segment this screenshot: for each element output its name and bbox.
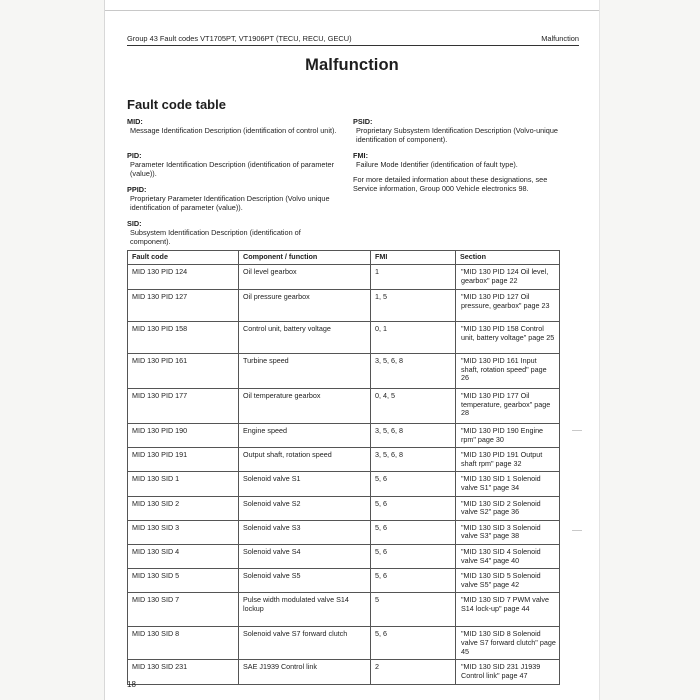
fmi-cell: 1	[371, 265, 456, 290]
table-row	[128, 322, 560, 354]
fault-code-cell: MID 130 PID 158	[128, 322, 239, 354]
definition-term: PSID:	[353, 117, 373, 126]
definition-mid	[127, 117, 337, 135]
page-top-rule	[105, 10, 599, 11]
fault-code-cell: MID 130 PID 161	[128, 354, 239, 389]
manual-page	[104, 0, 600, 700]
fmi-cell: 5, 6	[371, 496, 456, 520]
fault-code-cell: MID 130 SID 231	[128, 660, 239, 684]
section-cell: "MID 130 PID 190 Engine rpm" page 30	[456, 424, 560, 448]
section-cell: "MID 130 SID 8 Solenoid valve S7 forward clutch" page 45	[456, 627, 560, 660]
more-info-note: For more detailed information about these designations, see Service information, Group 000 Vehicle electronics 98.	[353, 175, 548, 194]
table-row	[128, 389, 560, 424]
component-cell: SAE J1939 Control link	[239, 660, 371, 684]
table-row	[128, 265, 560, 290]
running-header-right: Malfunction	[541, 34, 579, 43]
table-row	[128, 569, 560, 593]
section-cell: "MID 130 SID 2 Solenoid valve S2" page 36	[456, 496, 560, 520]
section-title: Malfunction	[305, 56, 399, 74]
fault-code-cell: MID 130 SID 8	[128, 627, 239, 660]
fault-code-cell: MID 130 SID 7	[128, 593, 239, 627]
component-cell: Turbine speed	[239, 354, 371, 389]
component-cell: Solenoid valve S3	[239, 520, 371, 544]
component-cell: Solenoid valve S1	[239, 472, 371, 496]
table-header-row	[128, 251, 560, 265]
component-cell: Engine speed	[239, 424, 371, 448]
component-cell: Solenoid valve S4	[239, 544, 371, 568]
definition-term: FMI:	[353, 151, 368, 160]
section-cell: "MID 130 SID 7 PWM valve S14 lock-up" page 44	[456, 593, 560, 627]
definition-desc: Subsystem Identification Description (identification of component).	[130, 228, 301, 247]
definition-desc: Proprietary Parameter Identification Description (Volvo unique identification of parameter (value)).	[130, 194, 330, 213]
section-cell: "MID 130 SID 231 J1939 Control link" page 47	[456, 660, 560, 684]
fault-code-cell: MID 130 PID 124	[128, 265, 239, 290]
fault-code-cell: MID 130 SID 3	[128, 520, 239, 544]
fault-code-rows	[128, 265, 560, 685]
fmi-cell: 3, 5, 6, 8	[371, 354, 456, 389]
fmi-cell: 5, 6	[371, 544, 456, 568]
scan-mark	[572, 530, 582, 531]
fault-code-cell: MID 130 PID 190	[128, 424, 239, 448]
table-title: Fault code table	[127, 97, 226, 112]
component-cell: Oil temperature gearbox	[239, 389, 371, 424]
fmi-cell: 0, 1	[371, 322, 456, 354]
definition-term: SID:	[127, 219, 142, 228]
section-cell: "MID 130 PID 158 Control unit, battery voltage" page 25	[456, 322, 560, 354]
fmi-cell: 0, 4, 5	[371, 389, 456, 424]
section-cell: "MID 130 SID 5 Solenoid valve S5" page 42	[456, 569, 560, 593]
table-row	[128, 424, 560, 448]
fault-code-cell: MID 130 SID 2	[128, 496, 239, 520]
component-cell: Output shaft, rotation speed	[239, 448, 371, 472]
fault-code-cell: MID 130 SID 1	[128, 472, 239, 496]
fmi-cell: 5, 6	[371, 520, 456, 544]
section-cell: "MID 130 PID 127 Oil pressure, gearbox" page 23	[456, 290, 560, 322]
scan-mark	[572, 430, 582, 431]
component-cell: Solenoid valve S2	[239, 496, 371, 520]
definition-pid	[127, 151, 337, 179]
component-cell: Control unit, battery voltage	[239, 322, 371, 354]
section-cell: "MID 130 PID 177 Oil temperature, gearbox" page 28	[456, 389, 560, 424]
table-row	[128, 544, 560, 568]
table-row	[128, 290, 560, 322]
fault-code-cell: MID 130 SID 4	[128, 544, 239, 568]
table-row	[128, 448, 560, 472]
component-cell: Solenoid valve S5	[239, 569, 371, 593]
section-cell: "MID 130 SID 3 Solenoid valve S3" page 38	[456, 520, 560, 544]
fault-code-cell: MID 130 PID 127	[128, 290, 239, 322]
table-row	[128, 496, 560, 520]
definition-term: MID:	[127, 117, 143, 126]
section-cell: "MID 130 PID 161 Input shaft, rotation speed" page 26	[456, 354, 560, 389]
table-row	[128, 660, 560, 684]
table-row	[128, 354, 560, 389]
column-header-fault-code: Fault code	[128, 251, 239, 265]
fmi-cell: 5, 6	[371, 472, 456, 496]
fault-code-table	[127, 250, 560, 685]
section-cell: "MID 130 PID 124 Oil level, gearbox" page 22	[456, 265, 560, 290]
table-row	[128, 627, 560, 660]
column-header-fmi: FMI	[371, 251, 456, 265]
fmi-cell: 1, 5	[371, 290, 456, 322]
definition-psid	[353, 117, 568, 145]
fault-code-cell: MID 130 PID 177	[128, 389, 239, 424]
definition-desc: Message Identification Description (identification of control unit).	[130, 126, 337, 136]
definition-desc: Failure Mode Identifier (identification of fault type).	[356, 160, 518, 170]
fmi-cell: 5, 6	[371, 569, 456, 593]
definition-desc: Parameter Identification Description (identification of parameter (value)).	[130, 160, 335, 179]
component-cell: Oil pressure gearbox	[239, 290, 371, 322]
component-cell: Oil level gearbox	[239, 265, 371, 290]
definition-desc: Proprietary Subsystem Identification Description (Volvo-unique identification of component).	[356, 126, 558, 145]
definition-sid	[127, 219, 337, 247]
fmi-cell: 2	[371, 660, 456, 684]
fmi-cell: 5	[371, 593, 456, 627]
fmi-cell: 5, 6	[371, 627, 456, 660]
definition-term: PPID:	[127, 185, 147, 194]
page-number: 18	[127, 680, 136, 689]
definition-fmi	[353, 151, 568, 169]
column-header-section: Section	[456, 251, 560, 265]
fmi-cell: 3, 5, 6, 8	[371, 424, 456, 448]
table-row	[128, 520, 560, 544]
section-cell: "MID 130 SID 1 Solenoid valve S1" page 34	[456, 472, 560, 496]
running-header-left: Group 43 Fault codes VT1705PT, VT1906PT (TECU, RECU, GECU)	[127, 34, 352, 43]
column-header-component: Component / function	[239, 251, 371, 265]
component-cell: Pulse width modulated valve S14 lockup	[239, 593, 371, 627]
section-cell: "MID 130 SID 4 Solenoid valve S4" page 40	[456, 544, 560, 568]
table-row	[128, 472, 560, 496]
component-cell: Solenoid valve S7 forward clutch	[239, 627, 371, 660]
fault-code-cell: MID 130 SID 5	[128, 569, 239, 593]
definition-term: PID:	[127, 151, 142, 160]
section-cell: "MID 130 PID 191 Output shaft rpm" page 32	[456, 448, 560, 472]
definition-ppid	[127, 185, 337, 213]
fmi-cell: 3, 5, 6, 8	[371, 448, 456, 472]
table-row	[128, 593, 560, 627]
running-header	[127, 34, 579, 46]
fault-code-cell: MID 130 PID 191	[128, 448, 239, 472]
